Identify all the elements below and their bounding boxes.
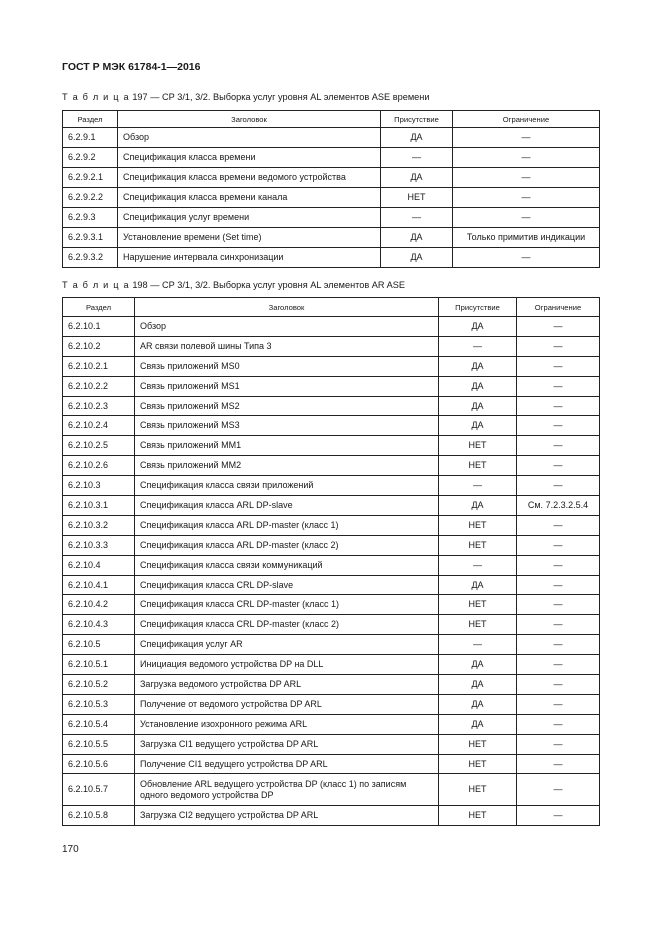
cell-presence: НЕТ — [439, 774, 517, 806]
cell-title: Спецификация услуг AR — [135, 635, 439, 655]
table-row — [63, 515, 600, 535]
table-row — [63, 356, 600, 376]
table-row — [63, 208, 600, 228]
cell-presence: ДА — [439, 317, 517, 337]
cell-section: 6.2.9.1 — [63, 128, 118, 148]
table-row — [63, 436, 600, 456]
col-header-restriction: Ограничение — [453, 111, 600, 128]
cell-section: 6.2.10.5.2 — [63, 675, 135, 695]
cell-restriction: — — [517, 754, 600, 774]
col-header-section: Раздел — [63, 298, 135, 317]
cell-presence: — — [439, 336, 517, 356]
document-header: ГОСТ Р МЭК 61784-1—2016 — [62, 61, 201, 73]
cell-section: 6.2.10.1 — [63, 317, 135, 337]
cell-title: Загрузка CI2 ведущего устройства DP ARL — [135, 806, 439, 826]
table-row — [63, 555, 600, 575]
cell-restriction: — — [517, 694, 600, 714]
cell-restriction: — — [517, 675, 600, 695]
cell-title: Инициация ведомого устройства DP на DLL — [135, 655, 439, 675]
cell-section: 6.2.10.2.2 — [63, 376, 135, 396]
cell-restriction: — — [453, 128, 600, 148]
table-row — [63, 535, 600, 555]
cell-presence: НЕТ — [381, 188, 453, 208]
cell-restriction: — — [517, 655, 600, 675]
cell-section: 6.2.10.5.7 — [63, 774, 135, 806]
cell-presence: НЕТ — [439, 615, 517, 635]
cell-title: Спецификация класса ARL DP-slave — [135, 496, 439, 516]
table-197-caption — [62, 92, 429, 102]
table-row — [63, 456, 600, 476]
cell-section: 6.2.10.5.4 — [63, 714, 135, 734]
cell-title: AR связи полевой шины Типа 3 — [135, 336, 439, 356]
caption-prefix: Т а б л и ц а — [62, 280, 130, 290]
cell-title: Получение CI1 ведущего устройства DP ARL — [135, 754, 439, 774]
cell-presence: ДА — [439, 655, 517, 675]
cell-title: Спецификация услуг времени — [118, 208, 381, 228]
cell-section: 6.2.10.5 — [63, 635, 135, 655]
cell-title: Получение от ведомого устройства DP ARL — [135, 694, 439, 714]
table-198 — [62, 297, 600, 826]
cell-section: 6.2.10.3 — [63, 476, 135, 496]
cell-section: 6.2.10.4.2 — [63, 595, 135, 615]
table-row — [63, 595, 600, 615]
table-row — [63, 228, 600, 248]
cell-title: Спецификация класса ARL DP-master (класс 2) — [135, 535, 439, 555]
cell-title: Связь приложений MS2 — [135, 396, 439, 416]
cell-restriction: — — [517, 416, 600, 436]
cell-title: Нарушение интервала синхронизации — [118, 248, 381, 268]
cell-title: Обзор — [135, 317, 439, 337]
cell-restriction: — — [453, 188, 600, 208]
cell-restriction: — — [517, 575, 600, 595]
cell-title: Загрузка CI1 ведущего устройства DP ARL — [135, 734, 439, 754]
table-row — [63, 675, 600, 695]
table-row — [63, 635, 600, 655]
col-header-title: Заголовок — [135, 298, 439, 317]
cell-restriction: — — [453, 248, 600, 268]
col-header-presence: Присутствие — [381, 111, 453, 128]
cell-presence: НЕТ — [439, 535, 517, 555]
cell-presence: — — [381, 148, 453, 168]
cell-presence: ДА — [439, 694, 517, 714]
table-row — [63, 416, 600, 436]
cell-section: 6.2.9.3.2 — [63, 248, 118, 268]
table-row — [63, 694, 600, 714]
cell-title: Спецификация класса CRL DP-master (класс 1) — [135, 595, 439, 615]
cell-presence: — — [381, 208, 453, 228]
cell-section: 6.2.10.2 — [63, 336, 135, 356]
cell-presence: НЕТ — [439, 456, 517, 476]
cell-section: 6.2.10.2.6 — [63, 456, 135, 476]
col-header-title: Заголовок — [118, 111, 381, 128]
table-198-caption — [62, 280, 405, 290]
cell-presence: НЕТ — [439, 436, 517, 456]
cell-section: 6.2.10.5.8 — [63, 806, 135, 826]
table-header-row — [63, 298, 600, 317]
cell-presence: — — [439, 555, 517, 575]
cell-section: 6.2.10.3.1 — [63, 496, 135, 516]
table-row — [63, 714, 600, 734]
cell-restriction: См. 7.2.3.2.5.4 — [517, 496, 600, 516]
table-row — [63, 148, 600, 168]
table-row — [63, 168, 600, 188]
cell-presence: ДА — [381, 168, 453, 188]
cell-presence: ДА — [439, 396, 517, 416]
cell-restriction: — — [453, 168, 600, 188]
cell-presence: ДА — [381, 128, 453, 148]
table-row — [63, 615, 600, 635]
cell-title: Связь приложений MS1 — [135, 376, 439, 396]
cell-presence: ДА — [439, 675, 517, 695]
table-header-row — [63, 111, 600, 128]
cell-presence: НЕТ — [439, 734, 517, 754]
table-row — [63, 396, 600, 416]
cell-section: 6.2.10.2.1 — [63, 356, 135, 376]
cell-restriction: — — [517, 356, 600, 376]
table-row — [63, 317, 600, 337]
table-row — [63, 575, 600, 595]
cell-presence: ДА — [439, 416, 517, 436]
cell-restriction: — — [517, 555, 600, 575]
cell-section: 6.2.10.4 — [63, 555, 135, 575]
cell-presence: ДА — [439, 376, 517, 396]
cell-presence: НЕТ — [439, 515, 517, 535]
cell-restriction: — — [517, 535, 600, 555]
cell-section: 6.2.10.2.5 — [63, 436, 135, 456]
cell-presence: НЕТ — [439, 754, 517, 774]
cell-title: Обзор — [118, 128, 381, 148]
cell-restriction: — — [517, 734, 600, 754]
cell-restriction: — — [517, 595, 600, 615]
table-row — [63, 376, 600, 396]
cell-presence: — — [439, 635, 517, 655]
cell-section: 6.2.10.5.5 — [63, 734, 135, 754]
cell-restriction: — — [517, 317, 600, 337]
cell-title: Спецификация класса CRL DP-slave — [135, 575, 439, 595]
cell-restriction: — — [517, 615, 600, 635]
cell-restriction: — — [517, 714, 600, 734]
cell-title: Спецификация класса времени — [118, 148, 381, 168]
cell-restriction: — — [517, 806, 600, 826]
table-row — [63, 734, 600, 754]
table-row — [63, 248, 600, 268]
cell-restriction: Только примитив индикации — [453, 228, 600, 248]
cell-section: 6.2.9.2.1 — [63, 168, 118, 188]
cell-presence: ДА — [381, 228, 453, 248]
cell-presence: НЕТ — [439, 806, 517, 826]
table-row — [63, 496, 600, 516]
col-header-restriction: Ограничение — [517, 298, 600, 317]
cell-restriction: — — [453, 148, 600, 168]
cell-title: Связь приложений MS0 — [135, 356, 439, 376]
cell-restriction: — — [517, 336, 600, 356]
cell-title: Загрузка ведомого устройства DP ARL — [135, 675, 439, 695]
cell-title: Спецификация класса связи приложений — [135, 476, 439, 496]
cell-presence: НЕТ — [439, 595, 517, 615]
cell-section: 6.2.10.5.3 — [63, 694, 135, 714]
table-row — [63, 655, 600, 675]
table-197 — [62, 110, 600, 268]
table-row — [63, 806, 600, 826]
cell-title: Спецификация класса ARL DP-master (класс 1) — [135, 515, 439, 535]
cell-section: 6.2.9.2 — [63, 148, 118, 168]
caption-text: 198 — СР 3/1, 3/2. Выборка услуг уровня AL элементов AR ASE — [129, 280, 405, 290]
cell-section: 6.2.9.3.1 — [63, 228, 118, 248]
cell-section: 6.2.10.2.3 — [63, 396, 135, 416]
col-header-section: Раздел — [63, 111, 118, 128]
cell-section: 6.2.9.2.2 — [63, 188, 118, 208]
cell-title: Спецификация класса времени ведомого устройства — [118, 168, 381, 188]
caption-prefix: Т а б л и ц а — [62, 92, 130, 102]
cell-presence: — — [439, 476, 517, 496]
cell-restriction: — — [517, 515, 600, 535]
cell-presence: ДА — [381, 248, 453, 268]
cell-title: Связь приложений MS3 — [135, 416, 439, 436]
cell-restriction: — — [517, 774, 600, 806]
cell-restriction: — — [517, 436, 600, 456]
cell-title: Обновление ARL ведущего устройства DP (класс 1) по записям одного ведомого устройства DP — [135, 774, 439, 806]
cell-section: 6.2.10.5.1 — [63, 655, 135, 675]
cell-section: 6.2.10.3.2 — [63, 515, 135, 535]
cell-restriction: — — [517, 456, 600, 476]
cell-restriction: — — [517, 396, 600, 416]
cell-section: 6.2.10.2.4 — [63, 416, 135, 436]
caption-text: 197 — СР 3/1, 3/2. Выборка услуг уровня AL элементов ASE времени — [129, 92, 430, 102]
cell-presence: ДА — [439, 714, 517, 734]
table-row — [63, 128, 600, 148]
table-row — [63, 754, 600, 774]
cell-restriction: — — [453, 208, 600, 228]
cell-presence: ДА — [439, 575, 517, 595]
cell-title: Спецификация класса времени канала — [118, 188, 381, 208]
cell-title: Связь приложений ММ1 — [135, 436, 439, 456]
table-row — [63, 774, 600, 806]
cell-section: 6.2.10.4.3 — [63, 615, 135, 635]
cell-section: 6.2.10.3.3 — [63, 535, 135, 555]
cell-title: Спецификация класса CRL DP-master (класс 2) — [135, 615, 439, 635]
cell-restriction: — — [517, 376, 600, 396]
table-row — [63, 188, 600, 208]
table-row — [63, 336, 600, 356]
col-header-presence: Присутствие — [439, 298, 517, 317]
table-row — [63, 476, 600, 496]
cell-section: 6.2.9.3 — [63, 208, 118, 228]
cell-restriction: — — [517, 476, 600, 496]
cell-title: Связь приложений ММ2 — [135, 456, 439, 476]
cell-restriction: — — [517, 635, 600, 655]
cell-presence: ДА — [439, 496, 517, 516]
cell-title: Спецификация класса связи коммуникаций — [135, 555, 439, 575]
cell-presence: ДА — [439, 356, 517, 376]
page-number: 170 — [62, 844, 79, 855]
cell-section: 6.2.10.4.1 — [63, 575, 135, 595]
cell-title: Установление изохронного режима ARL — [135, 714, 439, 734]
cell-title: Установление времени (Set time) — [118, 228, 381, 248]
cell-section: 6.2.10.5.6 — [63, 754, 135, 774]
